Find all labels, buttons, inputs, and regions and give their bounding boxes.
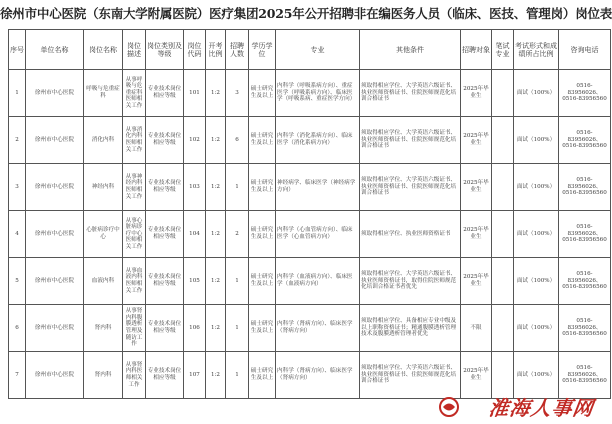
cell-no: 4 — [9, 211, 26, 258]
cell-no: 7 — [9, 352, 26, 399]
cell-code: 105 — [184, 258, 206, 305]
column-header: 岗位类别及等级 — [146, 30, 184, 70]
cell-target: 不限 — [461, 305, 492, 352]
cell-written — [492, 117, 514, 164]
cell-major: 内科学（肾病方向）、临床医学（肾病方向） — [276, 352, 360, 399]
cell-unit: 徐州市中心医院 — [26, 164, 84, 211]
cell-desc: 从事心脏病诊疗中心医师相关工作 — [123, 211, 146, 258]
cell-written — [492, 305, 514, 352]
cell-exam: 面试（100%） — [514, 70, 559, 117]
cell-written — [492, 164, 514, 211]
cell-major: 神经病学、临床医学（神经病学方向） — [276, 164, 360, 211]
cell-post: 肾内科 — [84, 352, 123, 399]
cell-ratio: 1:2 — [206, 352, 226, 399]
cell-target: 2025年毕业生 — [461, 70, 492, 117]
cell-other: 须取得相应学位、大学英语六级证书、执业医师资格证书、住院医师规范化培训合格证书 — [360, 117, 461, 164]
cell-count: 1 — [226, 305, 249, 352]
cell-category: 专业技术岗位相应等级 — [146, 211, 184, 258]
cell-exam: 面试（100%） — [514, 211, 559, 258]
cell-phone: 0516-83956026、0516-83956560 — [559, 352, 611, 399]
column-header: 开考比例 — [206, 30, 226, 70]
cell-post: 神经内科 — [84, 164, 123, 211]
cell-desc: 从事肾内科腹膜透析管理及随访工作 — [123, 305, 146, 352]
cell-exam: 面试（100%） — [514, 305, 559, 352]
cell-count: 2 — [226, 211, 249, 258]
watermark: 淮海人事网 — [487, 396, 596, 420]
column-header: 招聘人数 — [226, 30, 249, 70]
cell-code: 104 — [184, 211, 206, 258]
table-row — [9, 211, 611, 258]
cell-target: 2025年毕业生 — [461, 352, 492, 399]
cell-count: 6 — [226, 117, 249, 164]
cell-phone: 0516-83956026、0516-83956560 — [559, 211, 611, 258]
cell-desc: 从事神经内科医师相关工作 — [123, 164, 146, 211]
column-header: 招聘对象 — [461, 30, 492, 70]
column-header: 岗位描述 — [123, 30, 146, 70]
cell-target: 2025年毕业生 — [461, 117, 492, 164]
cell-other: 须取得相应学位、大学英语六级证书、执业医师资格证书、住院医师规范化培训合格证书 — [360, 352, 461, 399]
column-header: 考试形式和成绩所占比例 — [514, 30, 559, 70]
cell-exam: 面试（100%） — [514, 117, 559, 164]
watermark-logo-icon — [438, 396, 460, 418]
cell-target: 2025年毕业生 — [461, 211, 492, 258]
cell-major: 内科学（呼吸系病方向）、重症医学（呼吸系病方向）、临床医学（呼吸系病、重症医学方向） — [276, 70, 360, 117]
cell-post: 呼吸与危重症科 — [84, 70, 123, 117]
cell-desc: 从事肾内科医师相关工作 — [123, 352, 146, 399]
cell-desc: 从事呼吸与危重症科医师相关工作 — [123, 70, 146, 117]
cell-unit: 徐州市中心医院 — [26, 117, 84, 164]
cell-exam: 面试（100%） — [514, 258, 559, 305]
cell-category: 专业技术岗位相应等级 — [146, 70, 184, 117]
cell-major: 内科学（肾病方向）、临床医学（肾病方向） — [276, 305, 360, 352]
cell-target: 2025年毕业生 — [461, 258, 492, 305]
cell-other: 须取得相应学位、具备相应专业中级及以上职称资格证书；精通腹膜透析管理技术及腹膜透析管理者优先 — [360, 305, 461, 352]
cell-edu: 硕士研究生及以上 — [249, 164, 276, 211]
table-header-row — [9, 30, 611, 70]
column-header: 专业 — [276, 30, 360, 70]
cell-desc: 从事血液内科医师相关工作 — [123, 258, 146, 305]
cell-other: 须取得相应学位、大学英语六级证书、执业医师资格证书、住院医师规范化培训合格证书 — [360, 164, 461, 211]
cell-unit: 徐州市中心医院 — [26, 70, 84, 117]
cell-phone: 0516-83956026、0516-83956560 — [559, 70, 611, 117]
cell-phone: 0516-83956026、0516-83956560 — [559, 258, 611, 305]
column-header: 其他条件 — [360, 30, 461, 70]
table-row — [9, 117, 611, 164]
cell-ratio: 1:2 — [206, 305, 226, 352]
cell-post: 血液内科 — [84, 258, 123, 305]
table-row — [9, 70, 611, 117]
cell-code: 103 — [184, 164, 206, 211]
cell-edu: 硕士研究生及以上 — [249, 352, 276, 399]
cell-category: 专业技术岗位相应等级 — [146, 305, 184, 352]
cell-count: 1 — [226, 164, 249, 211]
table-row — [9, 258, 611, 305]
cell-no: 1 — [9, 70, 26, 117]
cell-major: 内科学（血液病方向）、临床医学（血液病方向） — [276, 258, 360, 305]
cell-desc: 从事消化内科医师相关工作 — [123, 117, 146, 164]
column-header: 咨询电话 — [559, 30, 611, 70]
cell-ratio: 1:2 — [206, 117, 226, 164]
cell-no: 2 — [9, 117, 26, 164]
cell-post: 消化内科 — [84, 117, 123, 164]
page-title: 徐州市中心医院（东南大学附属医院）医疗集团2025年公开招聘非在编医务人员（临床、医技、管理岗）岗位表 — [0, 6, 612, 21]
cell-no: 6 — [9, 305, 26, 352]
cell-phone: 0516-83956026、0516-83956560 — [559, 164, 611, 211]
cell-major: 内科学（心血管病方向）、临床医学（心血管病方向） — [276, 211, 360, 258]
cell-exam: 面试（100%） — [514, 352, 559, 399]
cell-code: 102 — [184, 117, 206, 164]
cell-code: 107 — [184, 352, 206, 399]
cell-count: 1 — [226, 258, 249, 305]
cell-phone: 0516-83956026、0516-83956560 — [559, 117, 611, 164]
cell-no: 3 — [9, 164, 26, 211]
cell-category: 专业技术岗位相应等级 — [146, 352, 184, 399]
cell-unit: 徐州市中心医院 — [26, 211, 84, 258]
cell-written — [492, 211, 514, 258]
cell-written — [492, 70, 514, 117]
cell-code: 101 — [184, 70, 206, 117]
cell-code: 106 — [184, 305, 206, 352]
cell-phone: 0516-83956026、0516-83956560 — [559, 305, 611, 352]
cell-category: 专业技术岗位相应等级 — [146, 164, 184, 211]
cell-category: 专业技术岗位相应等级 — [146, 117, 184, 164]
cell-unit: 徐州市中心医院 — [26, 352, 84, 399]
cell-other: 须取得相应学位、执业医师资格证书 — [360, 211, 461, 258]
cell-exam: 面试（100%） — [514, 164, 559, 211]
cell-ratio: 1:2 — [206, 211, 226, 258]
cell-written — [492, 258, 514, 305]
cell-edu: 硕士研究生及以上 — [249, 70, 276, 117]
column-header: 单位名称 — [26, 30, 84, 70]
cell-other: 须取得相应学位、大学英语六级证书、执业医师资格证书、住院医师规范化培训合格证书 — [360, 70, 461, 117]
cell-other: 须取得相应学位、大学英语六级证书、执业医师资格证书，取得住院医师规范化培训合格证书者优先 — [360, 258, 461, 305]
cell-edu: 硕士研究生及以上 — [249, 258, 276, 305]
cell-category: 专业技术岗位相应等级 — [146, 258, 184, 305]
column-header: 笔试专业 — [492, 30, 514, 70]
column-header: 学历学位 — [249, 30, 276, 70]
cell-edu: 硕士研究生及以上 — [249, 305, 276, 352]
column-header: 岗位代码 — [184, 30, 206, 70]
cell-post: 心脏病诊疗中心 — [84, 211, 123, 258]
table-row — [9, 164, 611, 211]
cell-major: 内科学（消化系病方向）、临床医学（消化系病方向） — [276, 117, 360, 164]
cell-ratio: 1:2 — [206, 70, 226, 117]
positions-table — [8, 29, 611, 399]
cell-unit: 徐州市中心医院 — [26, 305, 84, 352]
table-row — [9, 305, 611, 352]
cell-post: 肾内科 — [84, 305, 123, 352]
cell-count: 1 — [226, 352, 249, 399]
cell-ratio: 1:2 — [206, 258, 226, 305]
cell-target: 2025年毕业生 — [461, 164, 492, 211]
cell-unit: 徐州市中心医院 — [26, 258, 84, 305]
column-header: 岗位名称 — [84, 30, 123, 70]
cell-count: 3 — [226, 70, 249, 117]
cell-no: 5 — [9, 258, 26, 305]
cell-edu: 硕士研究生及以上 — [249, 117, 276, 164]
cell-ratio: 1:2 — [206, 164, 226, 211]
cell-edu: 硕士研究生及以上 — [249, 211, 276, 258]
column-header: 序号 — [9, 30, 26, 70]
